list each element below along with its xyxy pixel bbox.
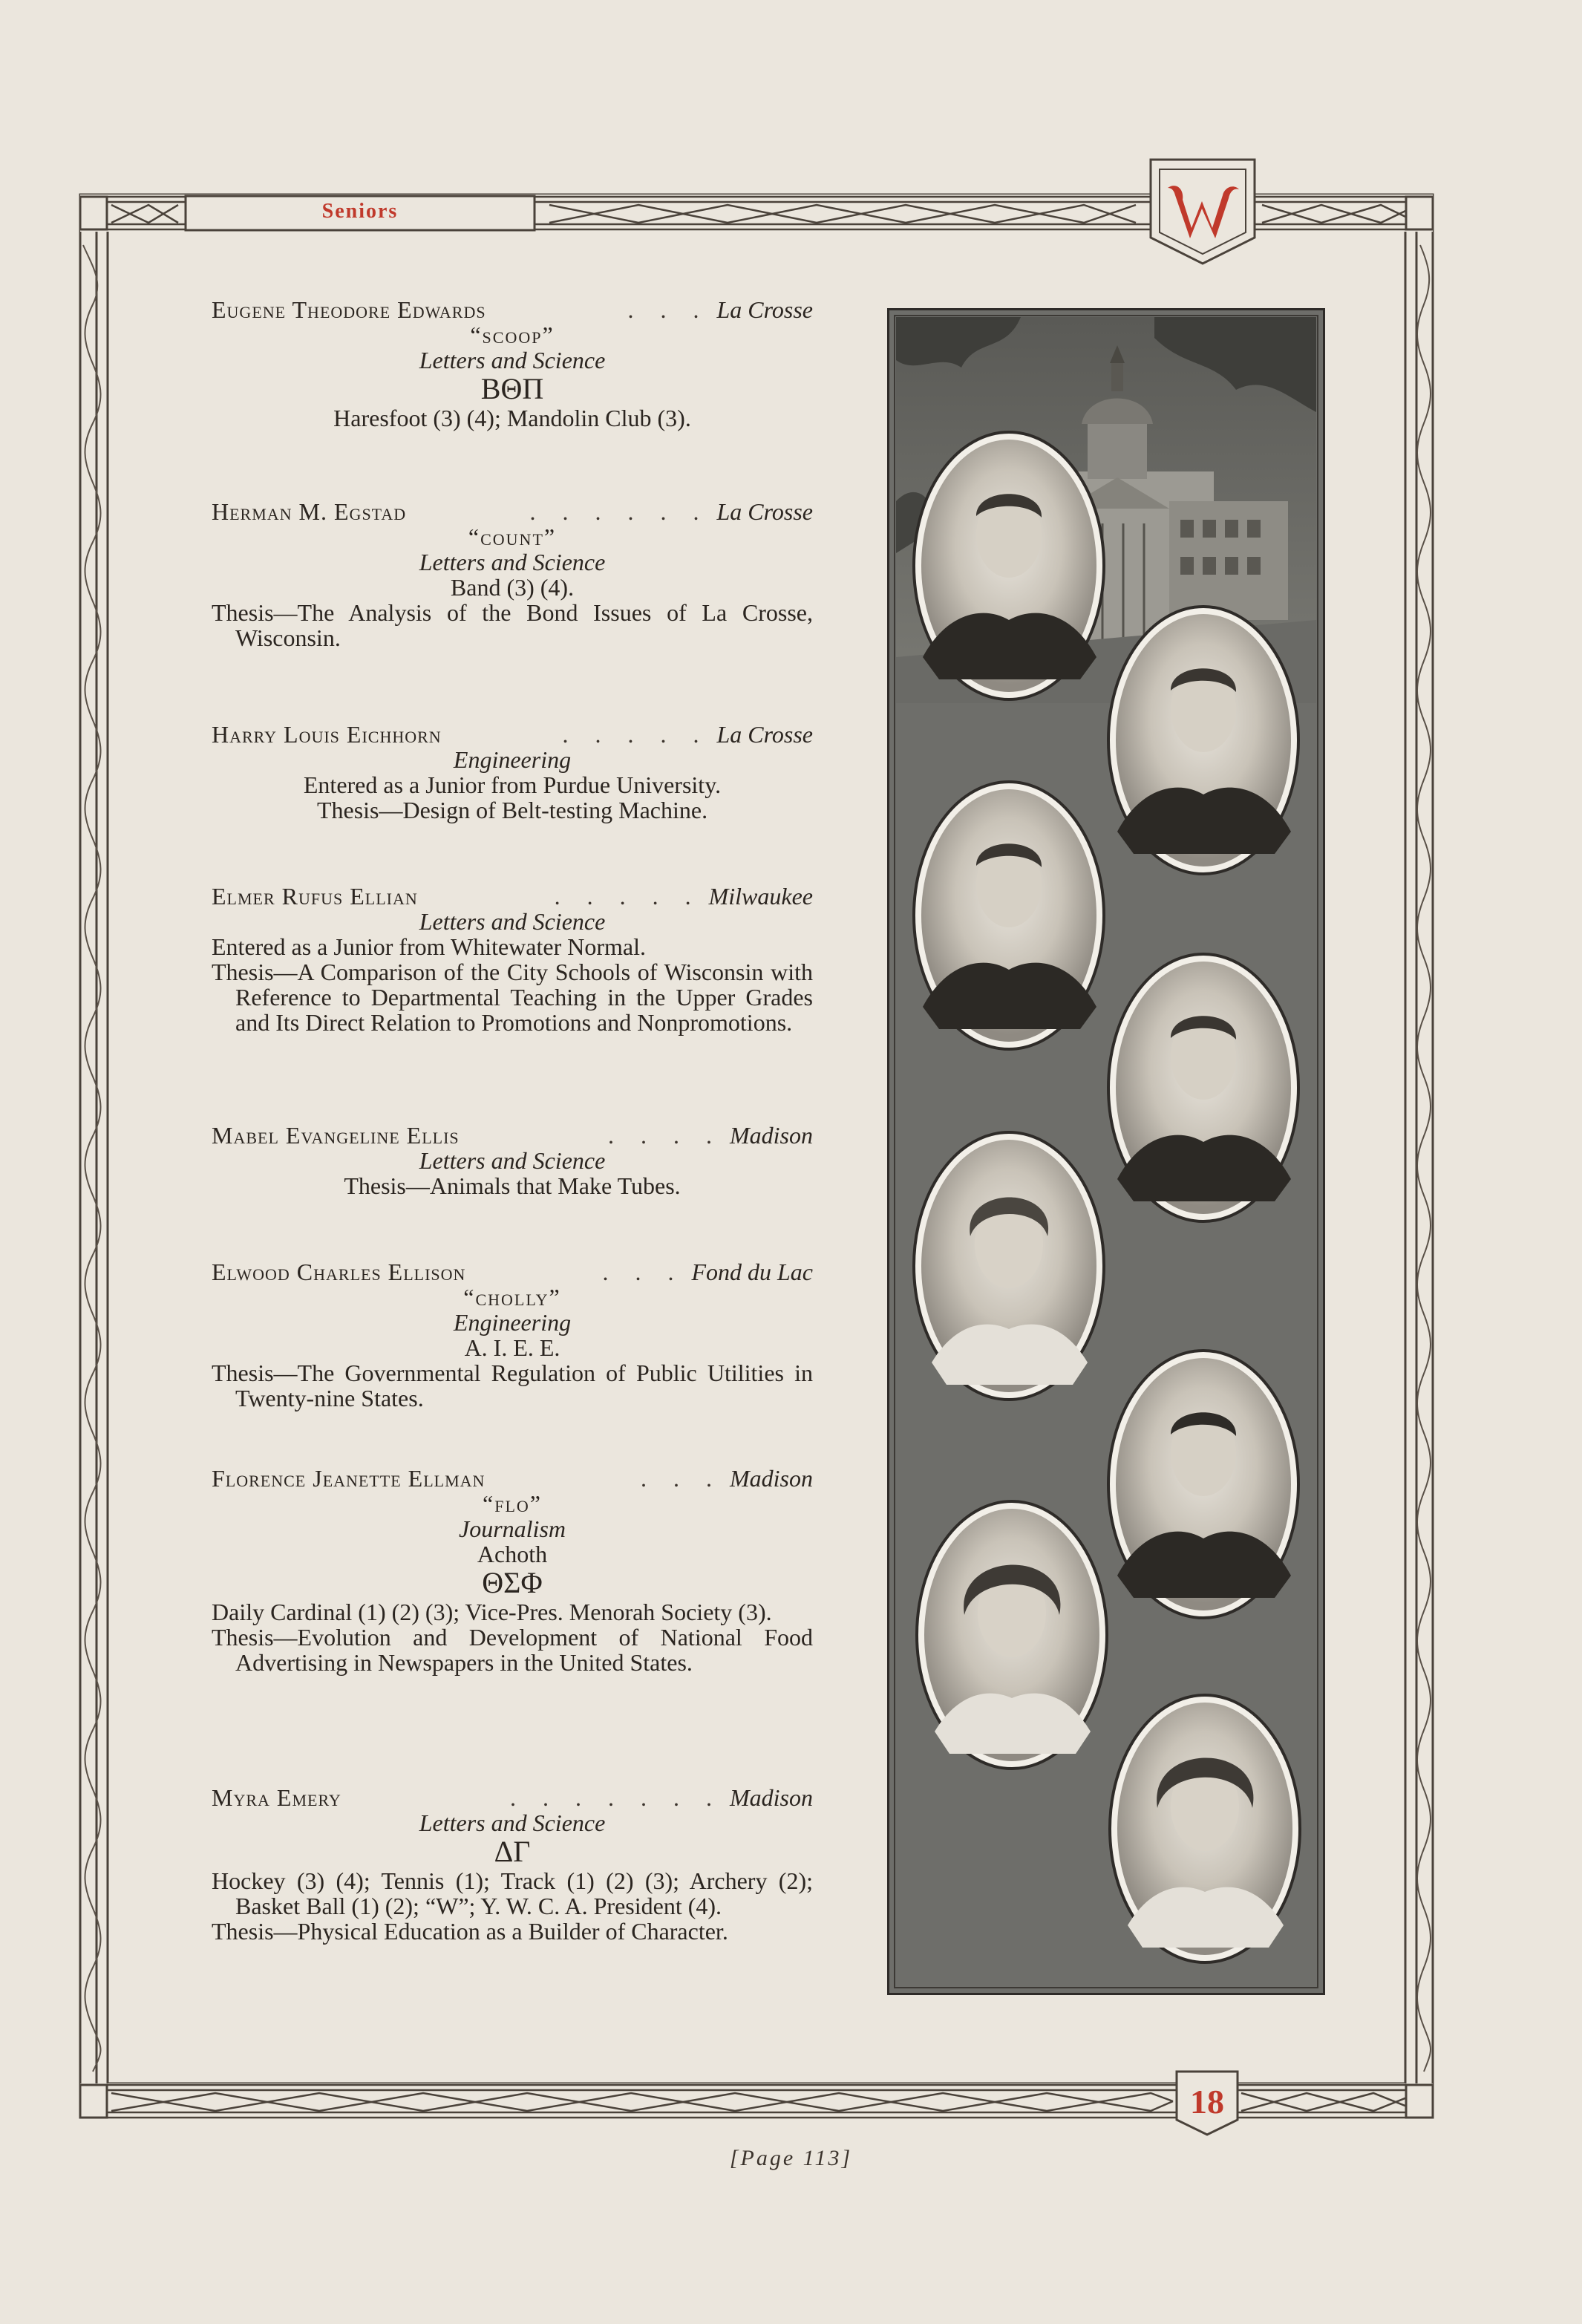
senior-entry: [212, 722, 813, 823]
activities: Haresfoot (3) (4); Mandolin Club (3).: [333, 405, 691, 431]
portrait-florence-ellman: [917, 1501, 1107, 1769]
portrait-myra-emery: [1110, 1695, 1300, 1962]
hometown: La Crosse: [716, 721, 813, 748]
dot-leader: . . .: [627, 297, 710, 322]
hometown: La Crosse: [716, 296, 813, 323]
nickname: “cholly”: [463, 1284, 561, 1310]
activities: A. I. E. E.: [464, 1334, 560, 1361]
dot-leader: . . .: [641, 1466, 722, 1491]
senior-entry: [212, 1259, 813, 1411]
hometown: Milwaukee: [708, 883, 813, 910]
page-number: [Page 113]: [729, 2146, 853, 2170]
thesis: Thesis—Design of Belt-testing Machine.: [316, 797, 708, 823]
hometown: La Crosse: [716, 498, 813, 525]
senior-entry: [212, 499, 813, 650]
thesis: Thesis—The Analysis of the Bond Issues of La Crosse, Wisconsin.: [212, 599, 813, 651]
activities: Daily Cardinal (1) (2) (3); Vice-Pres. Menorah Society (3).: [212, 1599, 772, 1625]
senior-entry: [212, 884, 813, 1035]
portrait-elmer-ellian: [1108, 954, 1298, 1221]
course: Letters and Science: [419, 1147, 606, 1174]
portrait-mabel-ellis: [914, 1132, 1104, 1400]
senior-entry: [212, 1466, 813, 1675]
course: Journalism: [459, 1515, 566, 1542]
fraternity-letters: ΘΣΦ: [482, 1566, 543, 1599]
portrait-herman-egstad: [1108, 607, 1298, 874]
dot-leader: . . . . .: [562, 722, 710, 747]
activities: Band (3) (4).: [450, 574, 575, 601]
dot-leader: . . . . . . .: [510, 1785, 722, 1810]
hometown: Fond du Lac: [691, 1259, 813, 1285]
course: Engineering: [453, 1309, 572, 1336]
senior-name: Herman M. Egstad: [212, 498, 407, 525]
senior-entry: [212, 1785, 813, 1944]
society: Achoth: [477, 1541, 548, 1567]
senior-entry: [212, 297, 813, 431]
course: Engineering: [453, 746, 572, 773]
senior-name: Elmer Rufus Ellian: [212, 883, 418, 910]
hometown: Madison: [730, 1784, 813, 1811]
hometown: Madison: [730, 1122, 813, 1149]
thesis: Thesis—A Comparison of the City Schools of Wisconsin with Reference to Departmental Teaching in the Upper Grades and Its Direct Relation to Promotions and Nonpromotions.: [212, 959, 813, 1036]
course: Letters and Science: [419, 549, 606, 575]
senior-entry: [212, 1123, 813, 1198]
thesis: Thesis—Physical Education as a Builder of Character.: [212, 1918, 728, 1945]
thesis: Thesis—The Governmental Regulation of Public Utilities in Twenty-nine States.: [212, 1360, 813, 1411]
fraternity-letters: ΒΘΠ: [480, 372, 544, 405]
nickname: “flo”: [483, 1490, 542, 1517]
nickname: “scoop”: [470, 321, 555, 348]
portrait-harry-eichhorn: [914, 782, 1104, 1049]
entry-note: Entered as a Junior from Whitewater Normal.: [212, 933, 646, 960]
activities: Hockey (3) (4); Tennis (1); Track (1) (2) (3); Archery (2); Basket Ball (1) (2); “W”; Y. W. C. A. President (4).: [212, 1867, 813, 1919]
entry-note: Entered as a Junior from Purdue University.: [303, 771, 722, 798]
dot-leader: . . . . .: [554, 884, 702, 909]
senior-name: Elwood Charles Ellison: [212, 1259, 466, 1285]
senior-name: Eugene Theodore Edwards: [212, 296, 486, 323]
dot-leader: . . . .: [608, 1123, 722, 1148]
hometown: Madison: [730, 1465, 813, 1492]
portrait-panel: [887, 308, 1325, 1995]
w-monogram-icon: [1147, 152, 1258, 264]
thesis: Thesis—Evolution and Development of National Food Advertising in Newspapers in the United States.: [212, 1624, 813, 1676]
senior-name: Harry Louis Eichhorn: [212, 721, 442, 748]
nickname: “count”: [468, 523, 557, 550]
thesis: Thesis—Animals that Make Tubes.: [344, 1172, 681, 1199]
portrait-eugene-edwards: [914, 432, 1104, 699]
senior-name: Myra Emery: [212, 1784, 341, 1811]
senior-name: Mabel Evangeline Ellis: [212, 1122, 460, 1149]
dot-leader: . . . . . .: [529, 499, 710, 524]
course: Letters and Science: [419, 908, 606, 935]
fraternity-letters: ΔΓ: [494, 1835, 531, 1868]
page-badge: 18: [1190, 2082, 1224, 2121]
course: Letters and Science: [419, 1809, 606, 1836]
portrait-elwood-ellison: [1108, 1351, 1298, 1618]
section-label: Seniors: [321, 200, 399, 223]
senior-name: Florence Jeanette Ellman: [212, 1465, 486, 1492]
dot-leader: . . .: [602, 1259, 684, 1285]
course: Letters and Science: [419, 347, 606, 373]
